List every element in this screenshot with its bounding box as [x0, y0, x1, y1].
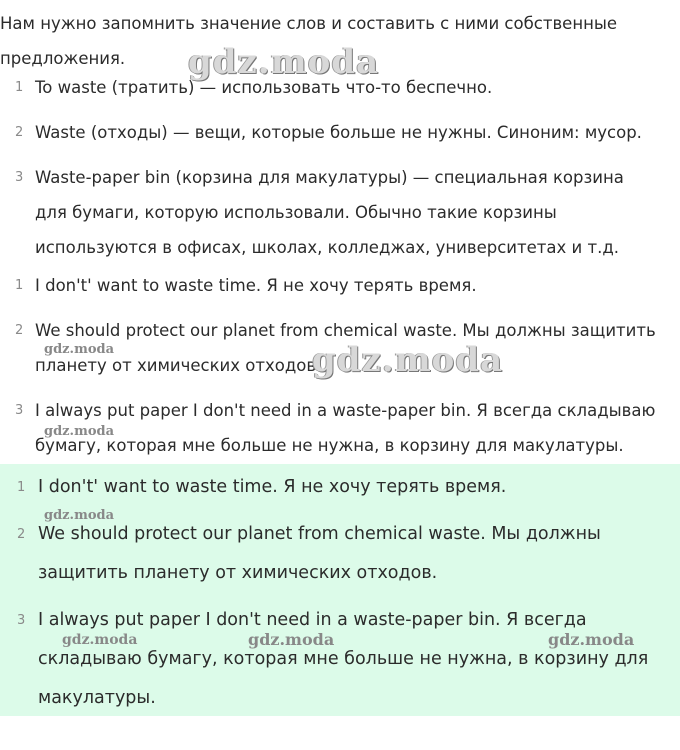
watermark-logo: gdz.moda [312, 340, 504, 380]
watermark-logo: gdz.moda [44, 508, 115, 523]
watermark-logo: gdz.moda [44, 424, 115, 439]
item-text: I always put paper I don't need in a waste-paper bin. Я всегда складываю бумагу, которая мне больше не нужна, в корзину для макулатуры. [38, 610, 649, 708]
item-number: 3 [15, 403, 24, 418]
watermark-logo: gdz.moda [188, 42, 380, 82]
item-text: I always put paper I don't need in a waste-paper bin. Я всегда складываю бумагу, которая мне больше не нужна, в корзину для макулатуры. [35, 401, 656, 455]
list-item [0, 313, 660, 383]
list-item [0, 393, 660, 463]
list-item [0, 601, 660, 718]
list-item [0, 515, 660, 593]
item-number: 1 [15, 278, 24, 293]
watermark-logo: gdz.moda [548, 630, 635, 649]
item-text: Waste (отходы) — вещи, которые больше не нужны. Синоним: мусор. [35, 123, 642, 142]
item-number: 2 [15, 125, 24, 140]
item-number: 3 [15, 170, 24, 185]
definitions-list [0, 70, 680, 265]
item-text: We should protect our planet from chemical waste. Мы должны защитить планету от химических отходов. [35, 321, 656, 375]
item-text: To waste (тратить) — использовать что-то беспечно. [35, 78, 493, 97]
list-item [0, 70, 660, 105]
watermark-logo: gdz.moda [248, 630, 335, 649]
item-text: Waste-paper bin (корзина для макулатуры) — специальная корзина для бумаги, которую использовали. Обычно такие корзины используются в офисах, школах, колледжах, университетах и т.д. [35, 168, 624, 257]
item-number: 1 [17, 480, 26, 495]
sentences-list [0, 268, 680, 473]
answer-list [0, 468, 680, 726]
item-number: 2 [15, 323, 24, 338]
watermark-logo: gdz.moda [44, 342, 115, 357]
list-item [0, 468, 660, 507]
item-text: I don't' want to waste time. Я не хочу терять время. [35, 276, 477, 295]
item-number: 1 [15, 80, 24, 95]
item-text: I don't' want to waste time. Я не хочу терять время. [38, 477, 507, 497]
list-item [0, 115, 660, 150]
item-number: 3 [17, 613, 26, 628]
list-item [0, 160, 660, 265]
intro-text: Нам нужно запомнить значение слов и составить с ними собственные предложения. [0, 14, 618, 68]
item-text: We should protect our planet from chemical waste. Мы должны защитить планету от химических отходов. [38, 524, 601, 583]
watermark-logo: gdz.moda [62, 632, 138, 648]
list-item [0, 268, 660, 303]
item-number: 2 [17, 527, 26, 542]
